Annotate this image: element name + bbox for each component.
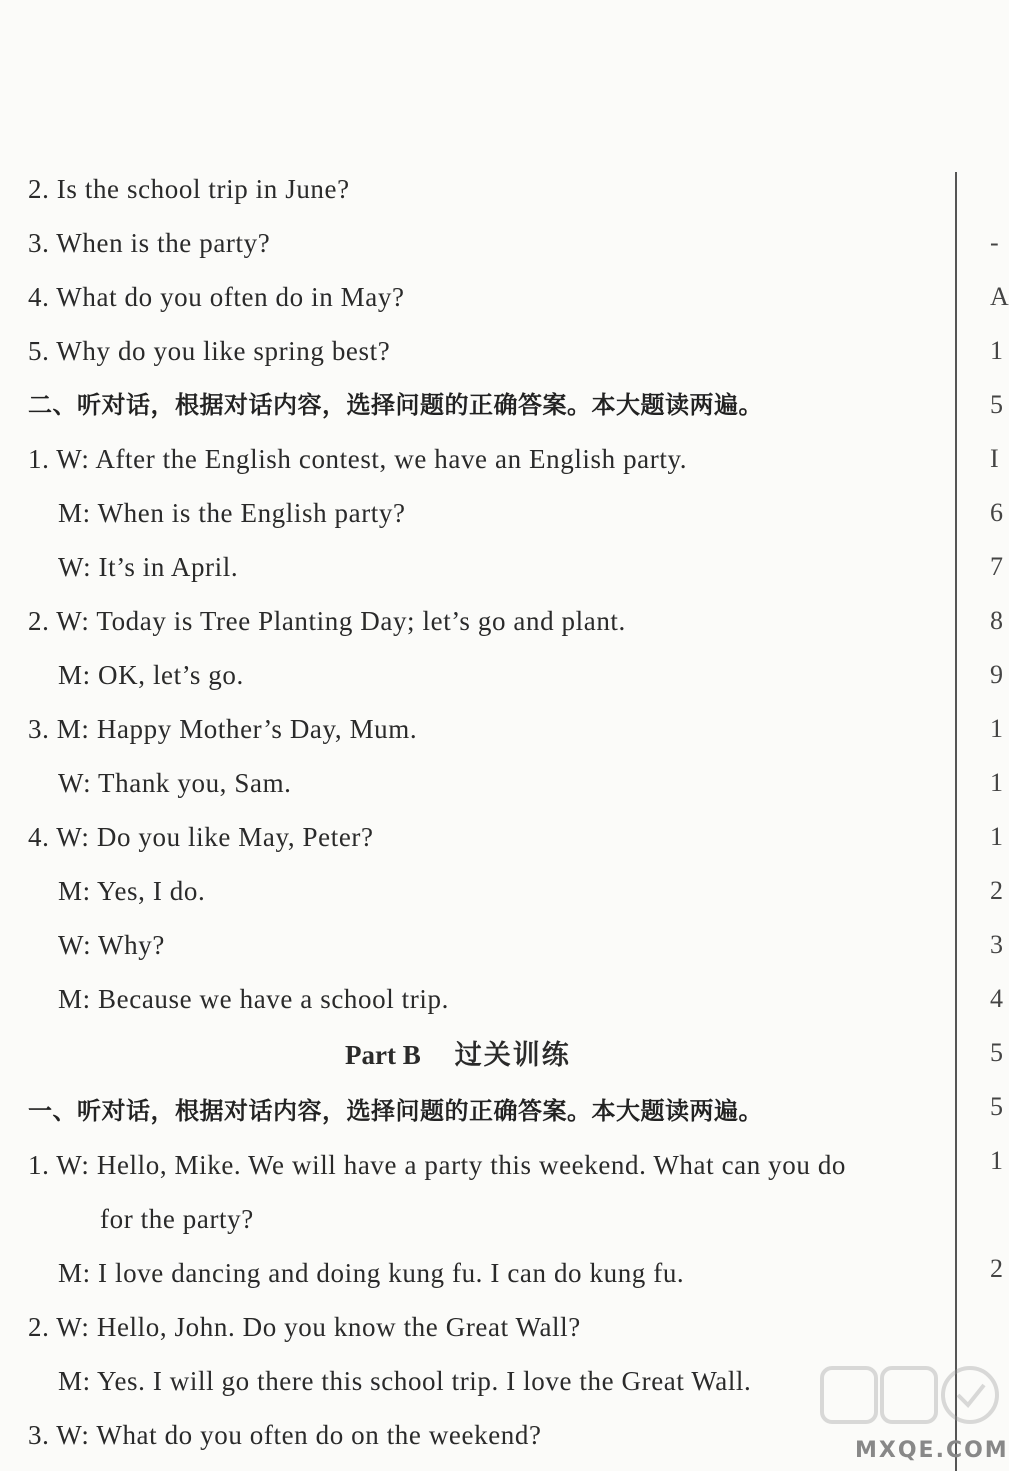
dialogue-line: 1. W: Hello, Mike. We will have a party this weekend. What can you do (28, 1150, 847, 1180)
part-heading-en: Part B (345, 1040, 421, 1070)
cropped-edge-char: 3 (990, 930, 1003, 959)
cropped-edge-char: 9 (990, 660, 1003, 689)
dialogue-line: W: Thank you, Sam. (58, 768, 292, 798)
dialogue-line: M: OK, let’s go. (58, 660, 244, 690)
dialogue-line: W: Why? (58, 930, 165, 960)
dialogue-line: 2. W: Today is Tree Planting Day; let’s go and plant. (28, 606, 626, 636)
cropped-edge-char: 1 (990, 768, 1003, 797)
dialogue-line: M: I love dancing and doing kung fu. I can do kung fu. (58, 1258, 685, 1288)
part-heading-zh: 过关训练 (454, 1040, 571, 1071)
dialogue-line: M: When is the English party? (58, 498, 406, 528)
question-line: 3. When is the party? (28, 228, 271, 258)
cropped-edge-char: 7 (990, 552, 1003, 581)
cropped-edge-char: 2 (990, 876, 1003, 905)
cropped-edge-char: 5 (990, 390, 1003, 419)
dialogue-line: 2. W: Hello, John. Do you know the Great Wall? (28, 1312, 581, 1342)
column-divider (955, 172, 957, 1471)
dialogue-line: 3. M: Happy Mother’s Day, Mum. (28, 714, 418, 744)
section-instruction: 二、听对话，根据对话内容，选择问题的正确答案。本大题读两遍。 (28, 391, 763, 419)
cropped-edge-char: 4 (990, 984, 1003, 1013)
cropped-edge-char: 5 (990, 1092, 1003, 1121)
cropped-edge-char: - (990, 228, 999, 257)
cropped-edge-char: 6 (990, 498, 1003, 527)
cropped-edge-char: 2 (990, 1254, 1003, 1283)
cropped-edge-char: A (990, 282, 1009, 311)
dialogue-line: 4. W: Do you like May, Peter? (28, 822, 374, 852)
cropped-edge-char: 1 (990, 336, 1003, 365)
dialogue-line: M: Yes, I do. (58, 876, 206, 906)
dialogue-line: M: Because we have a school trip. (58, 984, 449, 1014)
cropped-edge-char: 8 (990, 606, 1003, 635)
dialogue-line: 3. W: What do you often do on the weekend? (28, 1420, 542, 1450)
question-line: 4. What do you often do in May? (28, 282, 405, 312)
dialogue-line: for the party? (100, 1204, 254, 1234)
section-instruction: 一、听对话，根据对话内容，选择问题的正确答案。本大题读两遍。 (28, 1097, 763, 1125)
dialogue-line: W: It’s in April. (58, 552, 239, 582)
question-line: 5. Why do you like spring best? (28, 336, 391, 366)
dialogue-line: 1. W: After the English contest, we have an English party. (28, 444, 688, 474)
cropped-edge-char: I (990, 444, 999, 473)
cropped-edge-char: 1 (990, 1146, 1003, 1175)
dialogue-line: M: Yes. I will go there this school trip. I love the Great Wall. (58, 1366, 752, 1396)
question-line: 2. Is the school trip in June? (28, 174, 350, 204)
cropped-edge-char: 5 (990, 1038, 1003, 1067)
cropped-edge-char: 1 (990, 822, 1003, 851)
watermark-text: MXQE.COM (855, 1438, 1009, 1463)
cropped-edge-char: 1 (990, 714, 1003, 743)
part-heading (345, 1038, 571, 1073)
